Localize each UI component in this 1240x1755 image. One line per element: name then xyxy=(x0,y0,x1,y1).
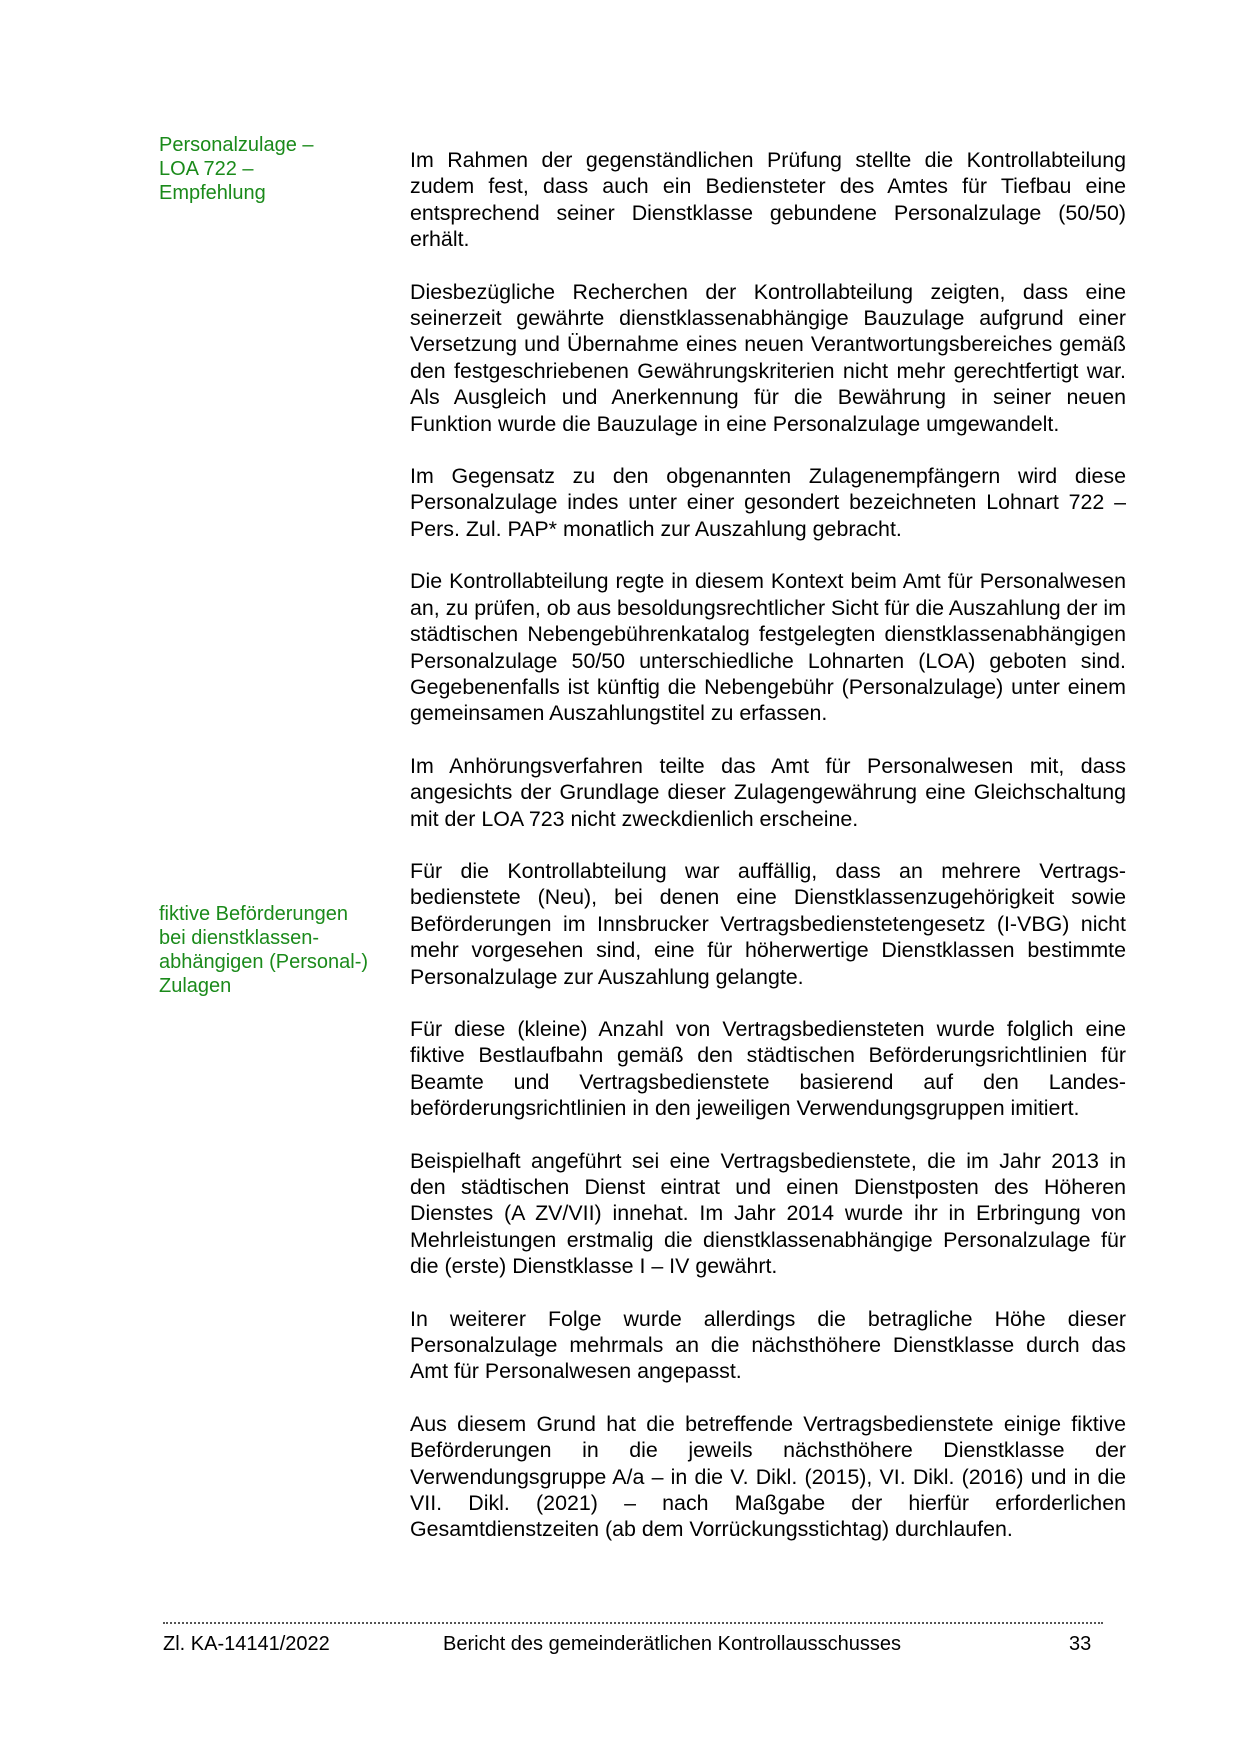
margin-note-line: abhängigen (Personal-) xyxy=(159,951,369,973)
paragraph: Für die Kontrollabteilung war auffällig, dass an mehrere Vertragsbedienstete (Neu), bei denen eine Dienstklassenzugehörigkeit sowie Beförderungen im Innsbrucker Vertragsbedienstetengesetz (I-VBG) nicht mehr vorgesehen sind, eine für höherwertige Dienstklassen bestimmte Personalzulage zur Auszahlung gelangte. xyxy=(410,858,1126,989)
footer-divider xyxy=(163,1622,1103,1624)
footer-reference: Zl. KA-14141/2022 xyxy=(163,1633,330,1655)
margin-note-personalzulage xyxy=(159,133,384,205)
margin-note-line: LOA 722 – xyxy=(159,158,254,180)
paragraph: Beispielhaft angeführt sei eine Vertragsbedienstete, die im Jahr 2013 in den städtischen Dienst eintrat und einen Dienstposten des Höheren Dienstes (A ZV/VII) innehat. Im Jahr 2014 wurde ihr in Erbringung von Mehrleistungen erstmalig die dienstklassenabhängige Personalzulage für die (erste) Dienstklasse I – IV gewährt. xyxy=(410,1148,1126,1279)
paragraph: In weiterer Folge wurde allerdings die betragliche Höhe dieser Personalzulage mehrmals an die nächsthöhere Dienstklasse durch das Amt für Personalwesen angepasst. xyxy=(410,1306,1126,1384)
margin-note-line: bei dienstklassen- xyxy=(159,927,320,949)
paragraph: Aus diesem Grund hat die betreffende Vertragsbedienstete einige fiktive Beförderungen in die jeweils nächsthöhere Dienstklasse der Verwendungsgruppe A/a – in die V. Dikl. (2015), VI. Dikl. (2016) und in die VII. Dikl. (2021) – nach Maßgabe der hierfür erforderlichen Gesamtdienstzeiten (ab dem Vorrückungsstichtag) durchlaufen. xyxy=(410,1411,1126,1542)
margin-note-line: Personalzulage – xyxy=(159,134,314,156)
paragraph: Für diese (kleine) Anzahl von Vertragsbediensteten wurde folglich eine fiktive Bestlaufbahn gemäß den städtischen Beförderungsrichtlinien für Beamte und Vertragsbedienstete basierend auf den Landesbeförderungsrichtlinien in den jeweiligen Verwendungsgruppen imitiert. xyxy=(410,1016,1126,1121)
paragraph: Im Rahmen der gegenständlichen Prüfung stellte die Kontrollabteilung zudem fest, dass auch ein Bediensteter des Amtes für Tiefbau eine entsprechend seiner Dienstklasse gebundene Personalzulage (50/50) erhält. xyxy=(410,148,1126,252)
page-number: 33 xyxy=(1069,1633,1092,1655)
margin-note-fiktive-befoerderungen xyxy=(159,902,384,998)
paragraph: Im Gegensatz zu den obgenannten Zulagenempfängern wird diese Personalzulage indes unter einer gesondert bezeichneten Lohnart 722 – Pers. Zul. PAP* monatlich zur Auszahlung gebracht. xyxy=(410,464,1126,541)
margin-note-line: Empfehlung xyxy=(159,182,266,204)
margin-note-line: fiktive Beförderungen xyxy=(159,903,349,925)
paragraph: Die Kontrollabteilung regte in diesem Kontext beim Amt für Personalwesen an, zu prüfen, ob aus besoldungsrechtlicher Sicht für die Auszahlung der im städtischen Nebengebührenkatalog festgelegten dienstklassenabhängigen Personalzulage 50/50 unterschiedliche Lohnarten (LOA) geboten sind. Gegebenenfalls ist künftig die Nebengebühr (Personalzulage) unter einem gemeinsamen Auszahlungstitel zu erfassen. xyxy=(410,569,1126,726)
footer-title: Bericht des gemeinderätlichen Kontrollausschusses xyxy=(443,1633,902,1655)
paragraph: Im Anhörungsverfahren teilte das Amt für Personalwesen mit, dass angesichts der Grundlage dieser Zulagengewährung eine Gleichschaltung mit der LOA 723 nicht zweckdienlich erscheine. xyxy=(410,753,1126,831)
body-text xyxy=(410,147,1126,1569)
margin-note-line: Zulagen xyxy=(159,975,232,997)
paragraph: Diesbezügliche Recherchen der Kontrollabteilung zeigten, dass eine seinerzeit gewährte dienstklassenabhängige Bauzulage aufgrund einer Versetzung und Übernahme eines neuen Verantwortungsbereiches gemäß den festgeschriebenen Gewährungskriterien nicht mehr gerechtfertigt war. Als Ausgleich und Anerkennung für die Bewährung in seiner neuen Funktion wurde die Bauzulage in eine Personalzulage umgewandelt. xyxy=(410,279,1126,436)
